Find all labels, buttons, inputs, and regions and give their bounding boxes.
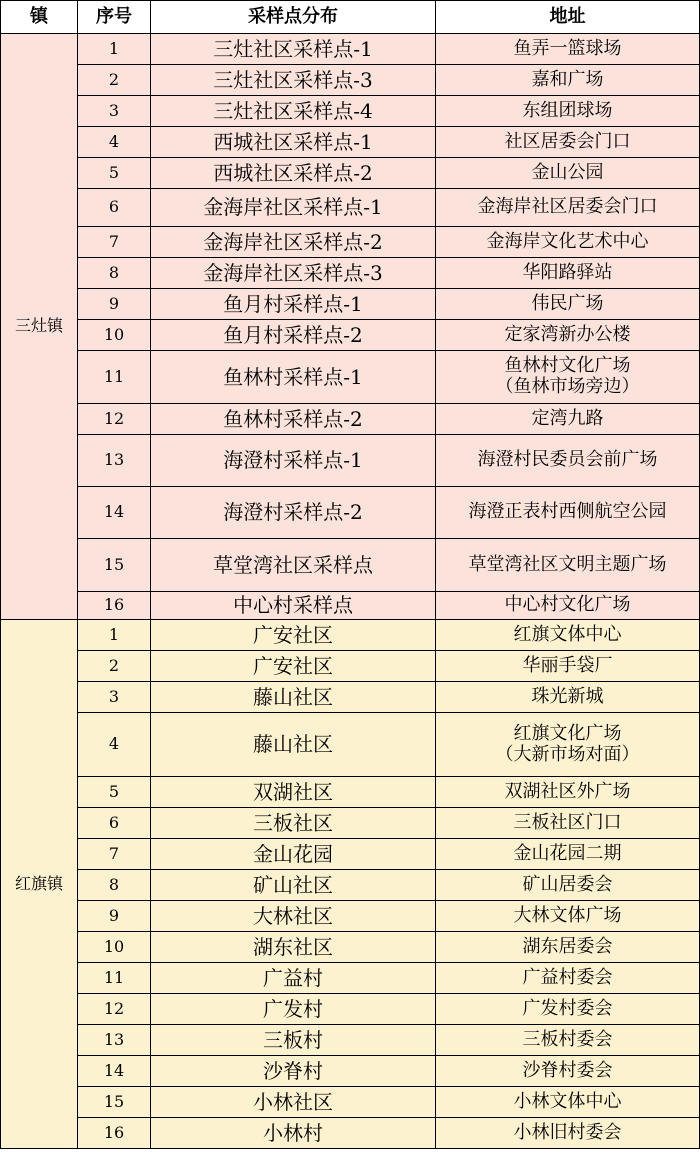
address-line: 广发村委会 (522, 997, 613, 1019)
site-name: 藤山社区 (151, 682, 436, 713)
address-line: 沙脊村委会 (522, 1059, 613, 1081)
row-number: 6 (78, 808, 151, 839)
site-name: 湖东社区 (151, 932, 436, 963)
table-row (1, 34, 700, 65)
site-name: 鱼月村采样点-1 (151, 289, 436, 320)
site-name: 小林社区 (151, 1087, 436, 1118)
table-row (1, 1025, 700, 1056)
address-cell (436, 258, 700, 289)
address-cell (436, 1087, 700, 1118)
table-row (1, 1056, 700, 1087)
site-name: 金海岸社区采样点-2 (151, 227, 436, 258)
row-number: 14 (78, 487, 151, 539)
row-number: 11 (78, 351, 151, 404)
address-line: 红旗文化广场 (513, 722, 622, 744)
address-line: 矿山居委会 (522, 873, 613, 895)
row-number: 2 (78, 65, 151, 96)
table-row (1, 901, 700, 932)
row-number: 11 (78, 963, 151, 994)
address-line: 三板社区门口 (513, 811, 622, 833)
address-line: 华丽手袋厂 (522, 654, 613, 676)
address-line: 金山公园 (531, 161, 604, 183)
address-cell (436, 651, 700, 682)
address-line: 海澄正表村西侧航空公园 (468, 501, 667, 523)
address-line: 金海岸社区居委会门口 (477, 196, 658, 218)
address-line: 海澄村民委员会前广场 (477, 449, 658, 471)
table-row (1, 1118, 700, 1149)
table-row (1, 487, 700, 539)
address-cell (436, 487, 700, 539)
row-number: 5 (78, 777, 151, 808)
table-row (1, 592, 700, 620)
row-number: 4 (78, 127, 151, 158)
address-cell (436, 901, 700, 932)
address-cell (436, 1025, 700, 1056)
site-name: 广安社区 (151, 620, 436, 651)
table-row (1, 258, 700, 289)
address-line: 红旗文体中心 (513, 623, 622, 645)
address-line: 小林文体中心 (513, 1090, 622, 1112)
address-cell (436, 994, 700, 1025)
site-name: 小林村 (151, 1118, 436, 1149)
table-row (1, 651, 700, 682)
address-line: 广益村委会 (522, 966, 613, 988)
address-line: 定湾九路 (531, 407, 604, 429)
address-cell (436, 65, 700, 96)
table-row (1, 994, 700, 1025)
site-name: 矿山社区 (151, 870, 436, 901)
address-cell (436, 620, 700, 651)
address-cell (436, 227, 700, 258)
town-cell: 红旗镇 (1, 620, 78, 1149)
table-row (1, 351, 700, 404)
table-row (1, 127, 700, 158)
table-row (1, 404, 700, 435)
table-row (1, 777, 700, 808)
row-number: 1 (78, 34, 151, 65)
address-note: （鱼林市场旁边） (495, 376, 640, 397)
table-row (1, 435, 700, 487)
address-line: 鱼弄一篮球场 (513, 37, 622, 59)
row-number: 13 (78, 435, 151, 487)
address-line: 中心村文化广场 (504, 594, 631, 616)
table-row (1, 320, 700, 351)
address-cell (436, 127, 700, 158)
site-name: 藤山社区 (151, 713, 436, 777)
address-line: 小林旧村委会 (513, 1121, 622, 1143)
address-line: 金海岸文化艺术中心 (486, 230, 649, 252)
address-line: 鱼林村文化广场 (504, 355, 631, 377)
address-line: 社区居委会门口 (504, 130, 631, 152)
site-name: 广益村 (151, 963, 436, 994)
address-cell (436, 1056, 700, 1087)
row-number: 12 (78, 404, 151, 435)
header-site: 采样点分布 (151, 1, 436, 34)
table-row (1, 227, 700, 258)
row-number: 14 (78, 1056, 151, 1087)
site-name: 草堂湾社区采样点 (151, 539, 436, 592)
address-line: 草堂湾社区文明主题广场 (468, 553, 667, 575)
header-town: 镇 (1, 1, 78, 34)
address-cell (436, 539, 700, 592)
row-number: 1 (78, 620, 151, 651)
table-row (1, 96, 700, 127)
row-number: 12 (78, 994, 151, 1025)
row-number: 7 (78, 839, 151, 870)
header-row (1, 1, 700, 34)
header-address: 地址 (436, 1, 700, 34)
site-name: 鱼林村采样点-1 (151, 351, 436, 404)
address-line: 东组团球场 (522, 99, 613, 121)
address-line: 珠光新城 (531, 685, 604, 707)
table-row (1, 963, 700, 994)
address-note: （大新市场对面） (495, 743, 640, 765)
address-cell (436, 34, 700, 65)
row-number: 8 (78, 870, 151, 901)
row-number: 4 (78, 713, 151, 777)
address-cell (436, 592, 700, 620)
address-cell (436, 808, 700, 839)
address-cell (436, 435, 700, 487)
address-cell (436, 158, 700, 189)
address-line: 双湖社区外广场 (504, 780, 631, 802)
table-body (1, 34, 700, 1149)
table-row (1, 808, 700, 839)
table-row (1, 870, 700, 901)
address-cell (436, 777, 700, 808)
site-name: 广安社区 (151, 651, 436, 682)
address-line: 华阳路驿站 (522, 261, 613, 283)
address-line: 湖东居委会 (522, 935, 613, 957)
row-number: 5 (78, 158, 151, 189)
row-number: 15 (78, 1087, 151, 1118)
table-row (1, 289, 700, 320)
row-number: 9 (78, 901, 151, 932)
table-row (1, 932, 700, 963)
address-cell (436, 870, 700, 901)
row-number: 10 (78, 320, 151, 351)
address-line: 伟民广场 (531, 292, 604, 314)
header-no: 序号 (78, 1, 151, 34)
row-number: 3 (78, 682, 151, 713)
site-name: 三灶社区采样点-4 (151, 96, 436, 127)
table-row (1, 65, 700, 96)
address-line: 金山花园二期 (513, 842, 622, 864)
address-cell (436, 682, 700, 713)
town-cell: 三灶镇 (1, 34, 78, 620)
site-name: 中心村采样点 (151, 592, 436, 620)
site-name: 西城社区采样点-1 (151, 127, 436, 158)
address-cell (436, 404, 700, 435)
row-number: 6 (78, 189, 151, 227)
row-number: 13 (78, 1025, 151, 1056)
site-name: 鱼月村采样点-2 (151, 320, 436, 351)
table-row (1, 682, 700, 713)
address-cell (436, 713, 700, 777)
row-number: 8 (78, 258, 151, 289)
row-number: 10 (78, 932, 151, 963)
row-number: 3 (78, 96, 151, 127)
site-name: 海澄村采样点-1 (151, 435, 436, 487)
site-name: 金山花园 (151, 839, 436, 870)
address-cell (436, 189, 700, 227)
address-cell (436, 320, 700, 351)
site-name: 广发村 (151, 994, 436, 1025)
site-name: 金海岸社区采样点-3 (151, 258, 436, 289)
table-row (1, 1087, 700, 1118)
row-number: 16 (78, 1118, 151, 1149)
address-cell (436, 963, 700, 994)
table-row (1, 189, 700, 227)
site-name: 三灶社区采样点-3 (151, 65, 436, 96)
row-number: 7 (78, 227, 151, 258)
address-cell (436, 839, 700, 870)
site-name: 海澄村采样点-2 (151, 487, 436, 539)
site-name: 双湖社区 (151, 777, 436, 808)
row-number: 16 (78, 592, 151, 620)
site-name: 三灶社区采样点-1 (151, 34, 436, 65)
address-line: 三板村委会 (522, 1028, 613, 1050)
address-cell (436, 1118, 700, 1149)
address-cell (436, 289, 700, 320)
address-line: 大林文体广场 (513, 904, 622, 926)
row-number: 2 (78, 651, 151, 682)
address-cell (436, 351, 700, 404)
table-row (1, 713, 700, 777)
site-name: 西城社区采样点-2 (151, 158, 436, 189)
site-name: 金海岸社区采样点-1 (151, 189, 436, 227)
site-name: 鱼林村采样点-2 (151, 404, 436, 435)
site-name: 沙脊村 (151, 1056, 436, 1087)
site-name: 三板村 (151, 1025, 436, 1056)
address-cell (436, 932, 700, 963)
site-name: 三板社区 (151, 808, 436, 839)
address-line: 嘉和广场 (531, 68, 604, 90)
row-number: 15 (78, 539, 151, 592)
address-cell (436, 96, 700, 127)
table-row (1, 839, 700, 870)
row-number: 9 (78, 289, 151, 320)
site-name: 大林社区 (151, 901, 436, 932)
table-row (1, 539, 700, 592)
table-row (1, 620, 700, 651)
address-line: 定家湾新办公楼 (504, 323, 631, 345)
table-row (1, 158, 700, 189)
